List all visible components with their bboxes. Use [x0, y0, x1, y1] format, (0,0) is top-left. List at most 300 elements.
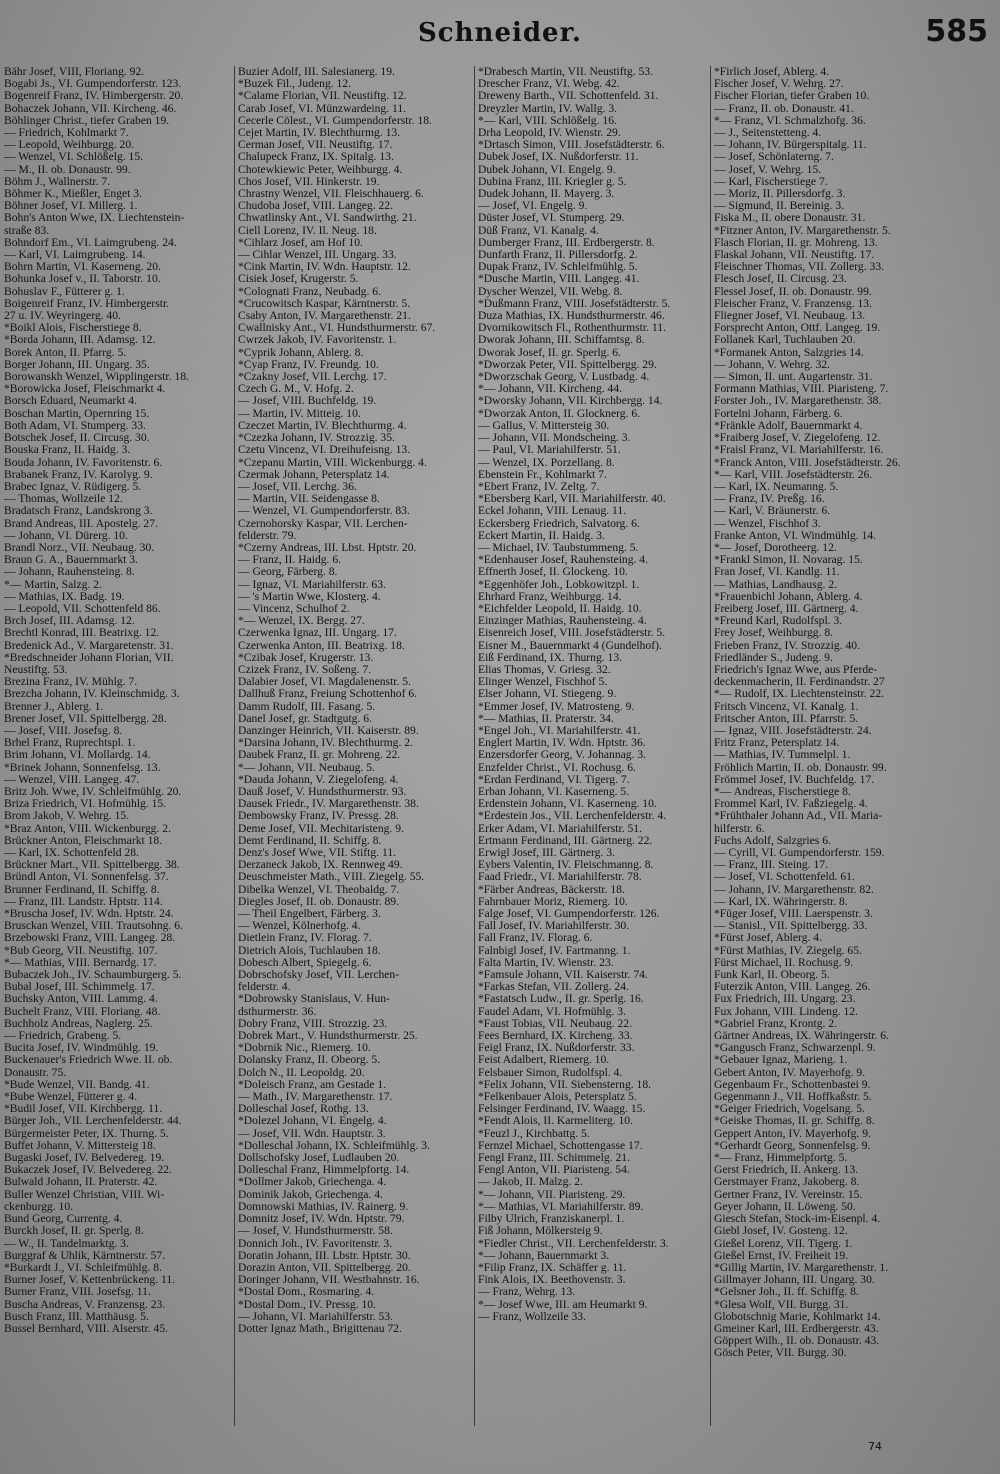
- directory-entry: Donaustr. 75.: [4, 1066, 67, 1079]
- directory-entry: *Ebert Franz, IV. Zeltg. 7.: [478, 480, 600, 493]
- directory-entry: Burggraf & Uhlik, Kärntnerstr. 57.: [4, 1249, 166, 1262]
- directory-entry: *Formanek Anton, Salzgries 14.: [714, 346, 864, 359]
- directory-entry: *— Josef Wwe, III. am Heumarkt 9.: [478, 1298, 648, 1311]
- directory-entry: — Josef, Schönlaterng. 7.: [714, 151, 834, 164]
- directory-entry: 27 u. IV. Weyringerg. 40.: [4, 310, 121, 323]
- directory-entry: *Bude Wenzel, VII. Bandg. 41.: [4, 1078, 150, 1091]
- directory-entry: — Moriz, II. Pillersdorfg. 3.: [714, 188, 846, 201]
- directory-entry: Böhlinger Christ., tiefer Graben 19.: [4, 114, 170, 127]
- directory-entry: *Dolezel Johann, VI. Engelg. 4.: [238, 1115, 387, 1128]
- directory-entry: *Füger Josef, VIII. Laerspenstr. 3.: [714, 908, 873, 921]
- directory-entry: Freiberg Josef, III. Gärtnerg. 4.: [714, 602, 859, 615]
- directory-entry: Fliegner Josef, VI. Neubaug. 13.: [714, 310, 866, 323]
- directory-entry: — Josef, V. Wehrg. 15.: [714, 163, 822, 176]
- directory-entry: Bründl Anton, VI. Sonnenfelsg. 37.: [4, 871, 169, 884]
- directory-entry: — Sigmund, II. Bereinig. 3.: [714, 200, 845, 213]
- directory-entry: *— Johann, VII. Kircheng. 44.: [478, 383, 623, 396]
- directory-entry: — 's Martin Wwe, Klosterg. 4.: [238, 590, 381, 603]
- directory-entry: Forsprecht Anton, Ottf. Langeg. 19.: [714, 322, 881, 335]
- directory-entry: Brückner Mart., VII. Spittelbergg. 38.: [4, 859, 180, 872]
- directory-entry: — Michael, IV. Taubstummeng. 5.: [478, 541, 639, 554]
- directory-entry: Brhel Franz, Ruprechtspl. 1.: [4, 737, 136, 750]
- directory-entry: Follanek Karl, Tuchlauben 20.: [714, 334, 856, 347]
- directory-entry: straße 83.: [4, 224, 50, 237]
- directory-entry: Dvornikowitsch Fl., Rothenthurmstr. 11.: [478, 322, 666, 335]
- page-header: [0, 14, 1000, 50]
- directory-entry: Faudel Adam, VI. Hofmühlg. 3.: [478, 1005, 626, 1018]
- directory-entry: Falnbigl Josef, IV. Fartmanng. 1.: [478, 944, 631, 957]
- directory-entry: *Calame Florian, VII. Neustiftg. 12.: [238, 90, 407, 103]
- directory-entry: *Fitzner Anton, IV. Margarethenstr. 5.: [714, 224, 891, 237]
- directory-entry: *— Karl, VIII. Schlößelg. 16.: [478, 114, 617, 127]
- directory-entry: *Frühthaler Johann Ad., VII. Maria-: [714, 810, 883, 823]
- directory-entry: Chalupeck Franz, IX. Spitalg. 13.: [238, 151, 394, 164]
- directory-entry: Englert Martin, IV. Wdn. Hptstr. 36.: [478, 737, 646, 750]
- directory-entry: Dietlein Franz, IV. Florag. 7.: [238, 932, 372, 945]
- directory-entry: *Farkas Stefan, VII. Zollerg. 24.: [478, 981, 629, 994]
- directory-entry: *Eggenhöfer Joh., Lobkowitzpl. 1.: [478, 578, 640, 591]
- directory-entry: *— Andreas, Fischerstiege 8.: [714, 785, 851, 798]
- directory-entry: Felsbauer Simon, Rudolfspl. 4.: [478, 1066, 623, 1079]
- directory-entry: Gertner Franz, IV. Vereinstr. 15.: [714, 1188, 863, 1201]
- directory-entry: Bohndorf Em., VI. Laimgrubeng. 24.: [4, 236, 177, 249]
- directory-entry: *— Mathias, VI. Mariahilferstr. 89.: [478, 1200, 644, 1213]
- directory-entry: *Frankl Simon, II. Novarag. 15.: [714, 554, 863, 567]
- directory-entry: *— Mathias, VIII. Bernardg. 17.: [4, 956, 157, 969]
- directory-entry: hilferstr. 6.: [714, 822, 765, 835]
- directory-entry: *Drabesch Martin, VII. Neustiftg. 53.: [478, 66, 653, 78]
- directory-entry: *Gerhardt Georg, Sonnenfelsg. 9.: [714, 1139, 871, 1152]
- directory-entry: — Josef, VII. Wdn. Hauptstr. 3.: [238, 1127, 386, 1140]
- directory-entry: Deme Josef, VII. Mechitaristeng. 9.: [238, 822, 404, 835]
- directory-entry: Feigl Franz, IX. Nußdorferstr. 33.: [478, 1042, 635, 1055]
- directory-entry: Böhm J., Wallnerstr. 7.: [4, 175, 111, 188]
- directory-entry: *Felix Johann, VII. Siebensterng. 18.: [478, 1078, 652, 1091]
- column-3: [474, 66, 710, 1426]
- directory-entry: *Dostal Dom., Rosmaring. 4.: [238, 1286, 375, 1299]
- directory-entry: Gerst Friedrich, II. Ankerg. 13.: [714, 1164, 859, 1177]
- directory-entry: Burner Franz, VIII. Josefsg. 11.: [4, 1286, 151, 1299]
- directory-entry: Dalabier Josef, VI. Magdalenenstr. 5.: [238, 676, 412, 689]
- directory-entry: *Fraiberg Josef, V. Ziegelofeng. 12.: [714, 432, 881, 445]
- directory-entry: Fleischer Franz, V. Franzensg. 13.: [714, 297, 872, 310]
- directory-entry: Frommel Karl, IV. Faßziegelg. 4.: [714, 798, 868, 811]
- directory-entry: Göppert Wilh., II. ob. Donaustr. 43.: [714, 1335, 880, 1348]
- directory-entry: — Leopold, Weihburgg. 20.: [4, 139, 135, 152]
- directory-entry: Formann Mathias, VIII. Piaristeng. 7.: [714, 383, 889, 396]
- directory-entry: felderstr. 4.: [238, 981, 291, 994]
- page-number: 585: [925, 14, 988, 49]
- directory-entry: *Freund Karl, Rudolfspl. 3.: [714, 615, 843, 628]
- directory-entry: Globotschnig Marie, Kohlmarkt 14.: [714, 1310, 881, 1323]
- directory-entry: *Erdestein Jos., VII. Lerchenfelderstr. 4.: [478, 810, 667, 823]
- directory-entry: — W., II. Tandelmarktg. 3.: [4, 1237, 129, 1250]
- directory-entry: Flasch Florian, II. gr. Mohreng. 13.: [714, 236, 878, 249]
- directory-entry: Cecerle Cölest., VI. Gumpendorferstr. 18.: [238, 114, 432, 127]
- directory-entry: Braun G. A., Bauernmarkt 3.: [4, 554, 138, 567]
- directory-entry: Cerman Josef, VII. Neustiftg. 17.: [238, 139, 393, 152]
- directory-entry: *Czepanu Martin, VIII. Wickenburgg. 4.: [238, 456, 427, 469]
- directory-entry: Gebert Anton, IV. Mayerhofg. 9.: [714, 1066, 866, 1079]
- directory-entry: Böhner Josef, VI. Millerg. 1.: [4, 200, 138, 213]
- directory-entry: Chotewkiewic Peter, Weihburgg. 4.: [238, 163, 403, 176]
- directory-entry: — Wenzel, VI. Schlößelg. 15.: [4, 151, 144, 164]
- directory-entry: Gegenbaum Fr., Schottenbastei 9.: [714, 1078, 871, 1091]
- directory-entry: Friedländer S., Judeng. 9.: [714, 651, 833, 664]
- directory-entry: — Stanisl., VII. Spittelbergg. 33.: [714, 920, 868, 933]
- directory-entry: Brückner Anton, Fleischmarkt 18.: [4, 834, 163, 847]
- directory-entry: *Bredschneider Johann Florian, VII.: [4, 651, 174, 664]
- directory-entry: Boschan Martin, Opernring 15.: [4, 407, 150, 420]
- directory-entry: Fall Franz, IV. Florag. 6.: [478, 932, 593, 945]
- directory-entry: Czetu Vincenz, VI. Dreihufeisng. 13.: [238, 444, 411, 457]
- directory-entry: *Fendt Alois, II. Karmeliterg. 10.: [478, 1115, 633, 1128]
- directory-entry: Bogenreif Franz, IV. Himbergerstr. 20.: [4, 90, 184, 103]
- directory-entry: Gießel Ernst, IV. Freiheit 19.: [714, 1249, 849, 1262]
- directory-entry: *— Wenzel, IX. Bergg. 27.: [238, 615, 365, 628]
- directory-entry: Burner Josef, V. Kettenbrückeng. 11.: [4, 1274, 176, 1287]
- directory-entry: — Mathias, Landhausg. 2.: [714, 578, 838, 591]
- directory-entry: Domnitz Josef, IV. Wdn. Hptstr. 79.: [238, 1213, 405, 1226]
- directory-entry: Brch Josef, III. Adamsg. 12.: [4, 615, 135, 628]
- directory-entry: *Fastatsch Ludw., II. gr. Sperlg. 16.: [478, 993, 644, 1006]
- directory-entry: *Gelsner Joh., II. ff. Schiffg. 8.: [714, 1286, 859, 1299]
- directory-entry: Elinger Wenzel, Fischhof 5.: [478, 676, 608, 689]
- directory-entry: Czerwenka Anton, III. Beatrixg. 18.: [238, 639, 405, 652]
- directory-entry: felderstr. 79.: [238, 529, 297, 542]
- directory-entry: Bradatsch Franz, Landskrong 3.: [4, 505, 153, 518]
- directory-entry: *Dostal Dom., IV. Pressg. 10.: [238, 1298, 376, 1311]
- directory-entry: *— Karl, VIII. Josefstädterstr. 26.: [714, 468, 873, 481]
- directory-entry: — Karl, IX. Währingerstr. 8.: [714, 895, 848, 908]
- directory-entry: Brener Josef, VII. Spittelbergg. 28.: [4, 712, 167, 725]
- directory-entry: — Jakob, II. Malzg. 2.: [478, 1176, 583, 1189]
- directory-entry: Drescher Franz, VI. Webg. 42.: [478, 78, 620, 91]
- directory-entry: Bouska Franz, II. Haidg. 3.: [4, 444, 131, 457]
- directory-entry: Dauß Josef, V. Hundsthurmerstr. 93.: [238, 785, 407, 798]
- directory-entry: Bredenick Ad., V. Margaretenstr. 31.: [4, 639, 174, 652]
- directory-entry: Friedrich's Ignaz Wwe, aus Pferde-: [714, 663, 878, 676]
- directory-entry: *Faust Tobias, VII. Neubaug. 22.: [478, 1017, 632, 1030]
- directory-entry: — Franz, IV. Preßg. 16.: [714, 493, 825, 506]
- directory-entry: — Karl, IX. Neumanng. 5.: [714, 480, 839, 493]
- directory-entry: — Johann, IV. Bürgerspitalg. 11.: [714, 139, 867, 152]
- directory-entry: Flessel Josef, II. ob. Donaustr. 99.: [714, 285, 872, 298]
- directory-entry: *Felkenbauer Alois, Petersplatz 5.: [478, 1091, 637, 1104]
- directory-entry: *Dobrnik Nic., Riemerg. 10.: [238, 1042, 371, 1055]
- directory-entry: *— Johann, Bauernmarkt 3.: [478, 1249, 610, 1262]
- directory-entry: — Cyrill, VI. Gumpendorferstr. 159.: [714, 847, 885, 859]
- directory-entry: *Dworzschak Georg, V. Lustbadg. 4.: [478, 371, 650, 384]
- directory-entry: Flaskal Johann, VII. Neustiftg. 17.: [714, 249, 875, 262]
- directory-entry: Forster Joh., IV. Margarethenstr. 38.: [714, 395, 882, 408]
- directory-entry: Gillmayer Johann, III. Ungarg. 30.: [714, 1274, 875, 1287]
- directory-entry: *Cink Martin, IV. Wdn. Hauptstr. 12.: [238, 261, 411, 274]
- directory-entry: deckenmacherin, II. Ferdinandstr. 27: [714, 676, 885, 689]
- directory-entry: *Geiger Friedrich, Vogelsang. 5.: [714, 1103, 865, 1116]
- directory-entry: Dolleschal Franz, Himmelpfortg. 14.: [238, 1164, 410, 1177]
- directory-entry: dsthurmerstr. 36.: [238, 1005, 317, 1018]
- directory-entry: Chudoba Josef, VIII. Langeg. 22.: [238, 200, 393, 213]
- directory-entry: — Johann, VI. Dürerg. 10.: [4, 529, 128, 542]
- directory-entry: — Vincenz, Schulhof 2.: [238, 602, 350, 615]
- column-4: [710, 66, 994, 1426]
- directory-entry: Boigenreif Franz, IV. Himbergerstr.: [4, 297, 170, 310]
- directory-entry: Dumberger Franz, III. Erdbergerstr. 8.: [478, 236, 655, 249]
- directory-entry: *— Mathias, II. Praterstr. 34.: [478, 712, 614, 725]
- directory-entry: *Czibak Josef, Krugerstr. 13.: [238, 651, 374, 664]
- directory-entry: Gießel Lorenz, VII. Tigerg. 1.: [714, 1237, 853, 1250]
- directory-entry: Buffet Johann, V. Mittersteig 18.: [4, 1139, 156, 1152]
- directory-entry: Dorazin Anton, VII. Spittelbergg. 20.: [238, 1261, 411, 1274]
- directory-entry: Csaby Anton, IV. Margarethenstr. 21.: [238, 310, 411, 323]
- directory-entry: Danel Josef, gr. Stadtgutg. 6.: [238, 712, 372, 725]
- directory-entry: Fleischner Thomas, VII. Zollerg. 33.: [714, 261, 885, 274]
- directory-entry: Eckersberg Friedrich, Salvatorg. 6.: [478, 517, 640, 530]
- directory-entry: — Johann, VII. Mondscheing. 3.: [478, 432, 631, 445]
- directory-entry: Bohaczek Johann, VII. Kircheng. 46.: [4, 102, 177, 115]
- directory-entry: Bürger Joh., VII. Lerchenfelderstr. 44.: [4, 1115, 182, 1128]
- directory-entry: Bukaczek Josef, IV. Belvedereg. 22.: [4, 1164, 172, 1177]
- directory-entry: *Fürst Mathias, IV. Ziegelg. 65.: [714, 944, 862, 957]
- directory-entry: Eckert Martin, II. Haidg. 3.: [478, 529, 605, 542]
- directory-entry: — Martin, VII. Seidengasse 8.: [238, 493, 380, 506]
- directory-entry: Busch Franz, III. Matthäusg. 5.: [4, 1310, 149, 1323]
- directory-entry: — Franz, II. Haidg. 6.: [238, 554, 342, 567]
- directory-entry: *— Josef, Dorotheerg. 12.: [714, 541, 837, 554]
- directory-entry: *Firlich Josef, Ablerg. 4.: [714, 66, 830, 78]
- directory-entry: Fall Josef, IV. Mariahilferstr. 30.: [478, 920, 630, 933]
- directory-entry: — Martin, IV. Mitteig. 10.: [238, 407, 361, 420]
- directory-entry: Brunner Ferdinand, II. Schiffg. 8.: [4, 883, 160, 896]
- directory-entry: *Frauenbichl Johann, Ablerg. 4.: [714, 590, 863, 603]
- directory-entry: Frömmel Josef, IV. Buchfeldg. 17.: [714, 773, 875, 786]
- directory-entry: *Geiske Thomas, II. gr. Schiffg. 8.: [714, 1115, 875, 1128]
- directory-entry: — Friedrich, Grabeng. 5.: [4, 1030, 122, 1043]
- directory-entry: Dobesch Albert, Spiegelg. 6.: [238, 956, 372, 969]
- directory-entry: Czizek Franz, IV. Soßeng. 7.: [238, 663, 372, 676]
- directory-entry: Brezcha Johann, IV. Kleinschmidg. 3.: [4, 688, 180, 701]
- directory-entry: Buckenauer's Friedrich Wwe. II. ob.: [4, 1054, 173, 1067]
- directory-entry: Borger Johann, III. Ungarg. 35.: [4, 358, 150, 371]
- directory-entry: Bogabi Js., VI. Gumpendorferstr. 123.: [4, 78, 182, 91]
- directory-entry: Buchsky Anton, VIII. Lammg. 4.: [4, 993, 158, 1006]
- directory-entry: Gegenmann J., VII. Hoffkaßstr. 5.: [714, 1091, 872, 1104]
- directory-entry: Fischer Florian, tiefer Graben 10.: [714, 90, 870, 103]
- directory-entry: Fritscher Anton, III. Pfarrstr. 5.: [714, 712, 859, 725]
- directory-entry: Dubek Josef, IX. Nußdorferstr. 11.: [478, 151, 639, 164]
- directory-entry: Faad Friedr., VI. Mariahilferstr. 78.: [478, 871, 642, 884]
- directory-entry: — Leopold, VII. Schottenfeld 86.: [4, 602, 161, 615]
- directory-entry: Bugaski Josef, IV. Belvedereg. 19.: [4, 1152, 165, 1165]
- directory-entry: — Wenzel, Kölnerhofg. 4.: [238, 920, 361, 933]
- directory-entry: Franke Anton, VI. Windmühlg. 14.: [714, 529, 877, 542]
- directory-entry: Fink Alois, IX. Beethovenstr. 3.: [478, 1274, 626, 1287]
- directory-entry: *Cyap Franz, IV. Freundg. 10.: [238, 358, 379, 371]
- directory-entry: — Wenzel, VIII. Langeg. 47.: [4, 773, 140, 786]
- directory-entry: Dietrich Alois, Tuchlauben 18.: [238, 944, 381, 957]
- directory-entry: — Karl, Fischerstiege 7.: [714, 175, 828, 188]
- directory-entry: Brechtl Konrad, III. Beatrixg. 12.: [4, 627, 160, 640]
- directory-entry: *Bub Georg, VII. Neustiftg. 107.: [4, 944, 158, 957]
- directory-entry: — Theil Engelbert, Färberg. 3.: [238, 908, 381, 921]
- directory-entry: — Josef, VIII. Buchfeldg. 19.: [238, 395, 377, 408]
- directory-entry: Dolansky Franz, II. Obeorg. 5.: [238, 1054, 381, 1067]
- directory-entry: Brand Andreas, III. Apostelg. 27.: [4, 517, 158, 530]
- directory-entry: Brim Johann, VI. Mollardg. 14.: [4, 749, 151, 762]
- directory-entry: Czech G. M., V. Hofg. 2.: [238, 383, 354, 396]
- directory-entry: Erban Johann, VI. Kaserneng. 5.: [478, 785, 630, 798]
- directory-entry: Dubek Johann, VI. Engelg. 9.: [478, 163, 616, 176]
- directory-entry: Briza Friedrich, VI. Hofmühlg. 15.: [4, 798, 167, 811]
- directory-entry: Fröhlich Martin, II. ob. Donaustr. 99.: [714, 761, 887, 774]
- directory-entry: Elias Thomas, V. Griesg. 32.: [478, 663, 611, 676]
- directory-entry: Fux Friedrich, III. Ungarg. 23.: [714, 993, 856, 1006]
- directory-entry: *Dworsky Johann, VII. Kirchbergg. 14.: [478, 395, 663, 408]
- directory-entry: *Filip Franz, IX. Schäffer g. 11.: [478, 1261, 627, 1274]
- column-1: [4, 66, 230, 1426]
- directory-entry: *Colognati Franz, Neubadg. 6.: [238, 285, 381, 298]
- directory-entry: *Czezka Johann, IV. Strozzig. 35.: [238, 432, 395, 445]
- directory-entry: — Franz, Wollzeile 33.: [478, 1310, 587, 1323]
- directory-entry: Cwallnisky Ant., VI. Hundsthurmerstr. 67.: [238, 322, 436, 335]
- directory-entry: Deuschmeister Math., VIII. Ziegelg. 55.: [238, 871, 425, 884]
- entry-columns: [4, 66, 996, 1426]
- directory-entry: Ebenstein Fr., Kohlmarkt 7.: [478, 468, 607, 481]
- directory-entry: *Färber Andreas, Bäckerstr. 18.: [478, 883, 625, 896]
- directory-entry: *Famsule Johann, VII. Kaiserstr. 74.: [478, 969, 648, 982]
- directory-entry: — Friedrich, Kohlmarkt 7.: [4, 127, 129, 140]
- directory-entry: — Johann, Rauhensteing. 8.: [4, 566, 135, 579]
- directory-entry: Brezina Franz, IV. Mühlg. 7.: [4, 676, 138, 689]
- directory-entry: Fran Josef, VI. Kandlg. 11.: [714, 566, 840, 579]
- directory-entry: — Franz, III. Landstr. Hptstr. 114.: [4, 895, 163, 908]
- directory-entry: Britz Joh. Wwe, IV. Schleifmühlg. 20.: [4, 785, 182, 798]
- directory-entry: Dworak Johann, III. Schiffamtsg. 8.: [478, 334, 645, 347]
- directory-entry: Brom Jakob, V. Wehrg. 15.: [4, 810, 130, 823]
- directory-entry: Geppert Anton, IV. Mayerhofg. 9.: [714, 1127, 871, 1140]
- directory-entry: Bähr Josef, VIII, Floriang. 92.: [4, 66, 145, 78]
- directory-entry: — Franz, III. Steing. 17.: [714, 859, 828, 872]
- directory-entry: *— Franz, Himmelpfortg. 5.: [714, 1152, 848, 1165]
- directory-entry: — Franz, II. ob. Donaustr. 41.: [714, 102, 854, 115]
- directory-entry: Ertmann Ferdinand, III. Gärtnerg. 22.: [478, 834, 653, 847]
- directory-entry: *Dolleschal Johann, IX. Schleifmühlg. 3.: [238, 1139, 430, 1152]
- directory-entry: Fritz Franz, Petersplatz 14.: [714, 737, 840, 750]
- directory-entry: Dupak Franz, IV. Schleifmühlg. 5.: [478, 261, 638, 274]
- directory-entry: Falge Josef, VI. Gumpendorferstr. 126.: [478, 908, 660, 921]
- directory-entry: Fernzel Michael, Schottengasse 17.: [478, 1139, 643, 1152]
- directory-entry: — Thomas, Wollzeile 12.: [4, 493, 123, 506]
- directory-entry: — Josef, VIII. Josefsg. 8.: [4, 724, 123, 737]
- directory-entry: *Dauda Johann, V. Ziegelofeng. 4.: [238, 773, 399, 786]
- directory-entry: Buchholz Andreas, Naglerg. 25.: [4, 1017, 153, 1030]
- directory-entry: — Karl, V. Bräunerstr. 6.: [714, 505, 831, 518]
- directory-entry: *— Johann, VII. Neubaug. 5.: [238, 761, 375, 774]
- directory-entry: Frieben Franz, IV. Strozzig. 40.: [714, 639, 860, 652]
- directory-entry: Bohuslav F., Fütterer g. 1.: [4, 285, 125, 298]
- directory-entry: *Bube Wenzel, Fütterer g. 4.: [4, 1091, 138, 1104]
- directory-entry: *Drtasch Simon, VIII. Josefstädterstr. 6.: [478, 139, 665, 152]
- directory-entry: *Gabriel Franz, Krontg. 2.: [714, 1017, 837, 1030]
- directory-entry: Brabanek Franz, IV. Karolyg. 9.: [4, 468, 153, 481]
- directory-entry: Fees Bernhard, IX. Kircheng. 33.: [478, 1030, 633, 1043]
- directory-entry: Czernohorsky Kaspar, VII. Lerchen-: [238, 517, 408, 530]
- directory-entry: *Dollmer Jakob, Griechenga. 4.: [238, 1176, 387, 1189]
- directory-entry: Damm Rudolf, III. Fasang. 5.: [238, 700, 376, 713]
- directory-entry: Fürst Michael, II. Rochusg. 9.: [714, 956, 854, 969]
- directory-entry: Borek Anton, II. Pfarrg. 5.: [4, 346, 127, 359]
- directory-entry: Frey Josef, Weihburgg. 8.: [714, 627, 834, 640]
- directory-entry: Daubek Franz, II. gr. Mohreng. 22.: [238, 749, 401, 762]
- directory-entry: Erker Adam, VI. Mariahilferstr. 51.: [478, 822, 642, 835]
- directory-entry: Fux Johann, VIII. Lindeng. 12.: [714, 1005, 859, 1018]
- directory-entry: Dibelka Wenzel, VI. Theobaldg. 7.: [238, 883, 400, 896]
- directory-entry: *— Franz, VI. Schmalzhofg. 36.: [714, 114, 866, 127]
- directory-entry: Doratin Johann, III. Lbstr. Hptstr. 30.: [238, 1249, 411, 1262]
- directory-entry: Düß Franz, VI. Kanalg. 4.: [478, 224, 599, 237]
- directory-entry: Bohunka Josef v., II. Taborstr. 10.: [4, 273, 161, 286]
- directory-entry: *Czakny Josef, VII. Lerchg. 17.: [238, 371, 387, 384]
- directory-entry: — Josef, V. Hundsthurmerstr. 58.: [238, 1225, 393, 1238]
- directory-entry: Eisenreich Josef, VIII. Josefstädterstr. 5.: [478, 627, 666, 640]
- directory-entry: *Engel Joh., VI. Mariahilferstr. 41.: [478, 724, 641, 737]
- directory-entry: — Johann, VI. Mariahilferstr. 53.: [238, 1310, 393, 1323]
- directory-entry: Fritsch Vincenz, VI. Kanalg. 1.: [714, 700, 859, 713]
- directory-entry: Both Adam, VI. Stumperg. 33.: [4, 419, 146, 432]
- directory-entry: Düster Josef, VI. Stumperg. 29.: [478, 212, 625, 225]
- directory-entry: *Glesa Wolf, VII. Burgg. 31.: [714, 1298, 849, 1311]
- directory-entry: Brabec Ignaz, V. Rüdigerg. 5.: [4, 480, 142, 493]
- directory-entry: *— Johann, VII. Piaristeng. 29.: [478, 1188, 626, 1201]
- directory-entry: Brenner J., Ablerg. 1.: [4, 700, 104, 713]
- directory-entry: Donnich Joh., IV. Favoritenstr. 3.: [238, 1237, 393, 1250]
- directory-entry: *Franck Anton, VIII. Josefstädterstr. 26.: [714, 456, 901, 469]
- directory-entry: *— Martin, Salzg. 2.: [4, 578, 102, 591]
- directory-entry: — M., II. ob. Donaustr. 99.: [4, 163, 131, 176]
- directory-entry: Bürgermeister Peter, IX. Thurng. 5.: [4, 1127, 169, 1140]
- directory-entry: Duza Mathias, IX. Hundsthurmerstr. 46.: [478, 310, 665, 323]
- directory-entry: Geyer Johann, II. Löweng. 50.: [714, 1200, 856, 1213]
- directory-entry: *Emmer Josef, IV. Matrosteng. 9.: [478, 700, 635, 713]
- directory-entry: Derzaneck Jakob, IX. Rennweg 49.: [238, 859, 403, 872]
- directory-entry: — Wenzel, Fischhof 3.: [714, 517, 821, 530]
- directory-entry: *Gillig Martin, IV. Margarethenstr. 1.: [714, 1261, 889, 1274]
- directory-entry: Felsinger Ferdinand, IV. Waagg. 15.: [478, 1103, 646, 1116]
- directory-entry: — Josef, VII. Lerchg. 36.: [238, 480, 357, 493]
- directory-entry: Dollschofsky Josef, Ludlauben 20.: [238, 1152, 400, 1165]
- directory-entry: — Gallus, V. Mittersteig 30.: [478, 419, 610, 432]
- directory-entry: Bussel Bernhard, VIII. Alserstr. 45.: [4, 1322, 169, 1335]
- directory-entry: Eiß Ferdinand, IX. Thurng. 13.: [478, 651, 623, 664]
- directory-entry: Elser Johann, VI. Stiegeng. 9.: [478, 688, 617, 701]
- directory-entry: Chos Josef, VII. Hinkerstr. 19.: [238, 175, 380, 188]
- directory-entry: Ehrhard Franz, Weihburgg. 14.: [478, 590, 622, 603]
- directory-entry: Bubaczek Joh., IV. Schaumburgerg. 5.: [4, 969, 182, 982]
- directory-entry: *Fiedler Christ., VII. Lerchenfelderstr. 3.: [478, 1237, 669, 1250]
- directory-entry: — Simon, II. unt. Augartenstr. 31.: [714, 371, 873, 384]
- directory-entry: Bohrn Martin, VI. Kaserneng. 20.: [4, 261, 161, 274]
- directory-entry: *Burkardt J., VI. Schleifmühlg. 8.: [4, 1261, 162, 1274]
- directory-entry: — Karl, VI. Laimgrubeng. 14.: [4, 249, 146, 262]
- directory-entry: Borsch Eduard, Neumarkt 4.: [4, 395, 137, 408]
- directory-entry: *Boikl Alois, Fischerstiege 8.: [4, 322, 142, 335]
- directory-entry: Dembowsky Franz, IV. Pressg. 28.: [238, 810, 399, 823]
- directory-entry: Chrastny Wenzel, VII. Fleischhauerg. 6.: [238, 188, 424, 201]
- directory-entry: Dworak Josef, II. gr. Sperlg. 6.: [478, 346, 621, 359]
- directory-entry: Demt Ferdinand, II. Schiffg. 8.: [238, 834, 382, 847]
- directory-entry: *Fränkle Adolf, Bauernmarkt 4.: [714, 419, 863, 432]
